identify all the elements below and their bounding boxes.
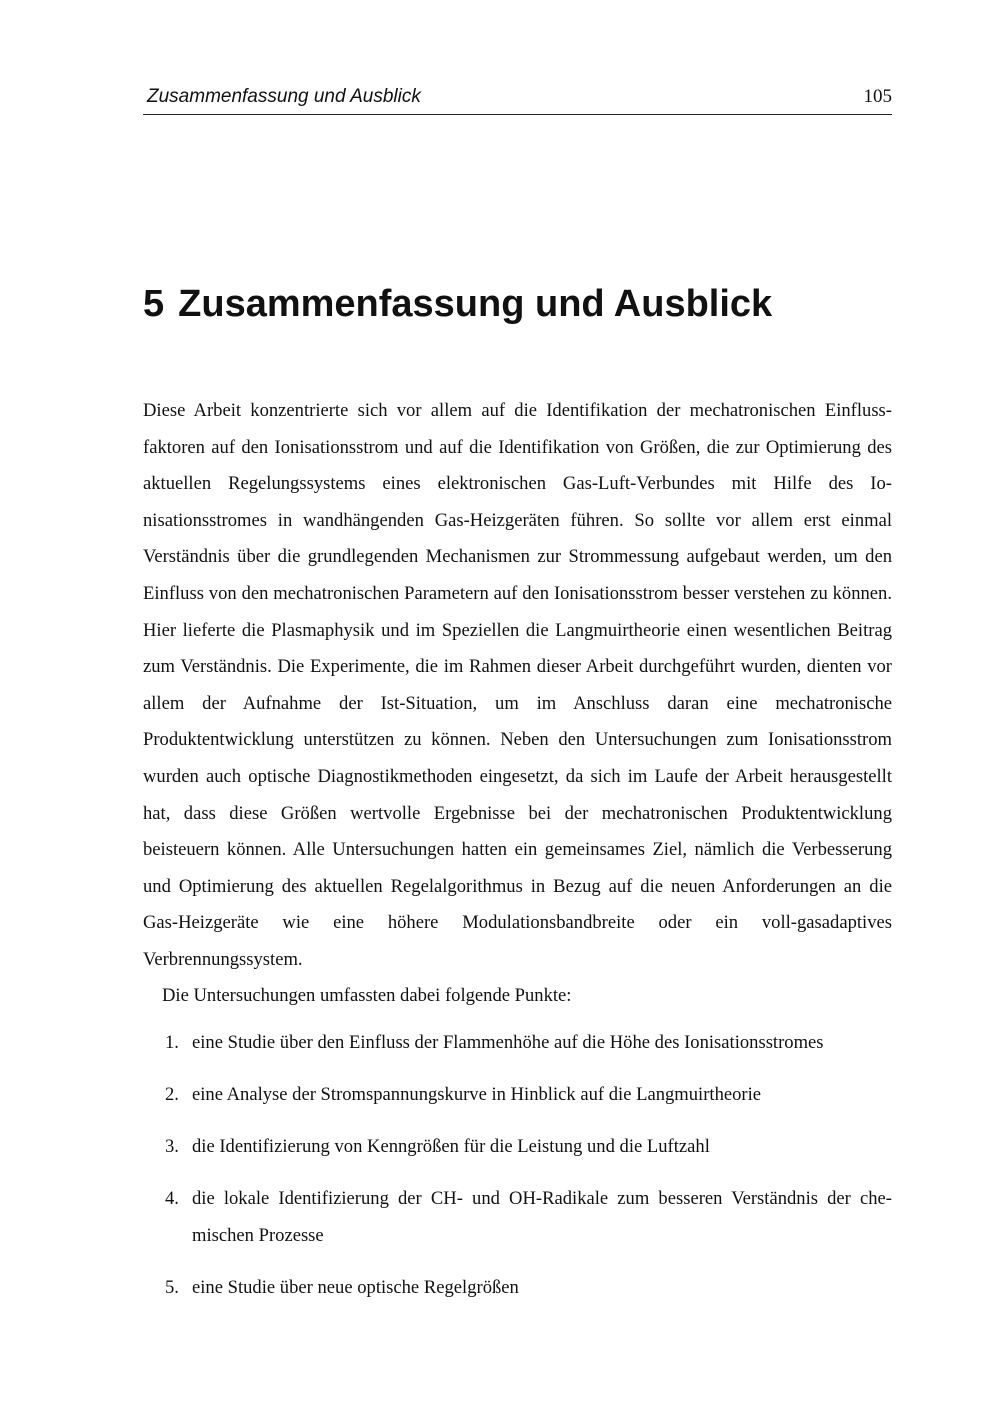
list-item-marker: 3. xyxy=(165,1135,179,1157)
list-item-text: die Identifizierung von Kenngrößen für die Leistung und die Luftzahl xyxy=(192,1135,710,1157)
list-item-text: die lokale Identifizierung der CH- und OH-Radikale zum besseren Verständnis der chemischen Prozesse xyxy=(192,1187,892,1246)
list-item-marker: 5. xyxy=(165,1276,179,1298)
page-number: 105 xyxy=(863,86,892,107)
enumerated-list xyxy=(143,1025,892,1306)
chapter-title: Zusammenfassung und Ausblick xyxy=(178,283,773,325)
running-header xyxy=(143,84,892,115)
body-paragraph: Diese Arbeit konzentrierte sich vor allem auf die Identifikation der mechatronischen Einflussfaktoren auf den Ionisationsstrom und auf die Identifikation von Größen, die zur Optimierung des aktuellen Regelungssystems eines elektronischen Gas-Luft-Verbundes mit Hilfe des Ionisationsstromes in wandhängenden Gas-Heizgeräten führen. So sollte vor allem erst einmal Verständnis über die grundlegenden Mechanismen zur Strommessung aufgebaut werden, um den Einfluss von den mechatronischen Parametern auf den Ionisationsstrom besser verstehen zu können. Hier lieferte die Plasmaphysik und im Speziellen die Langmuirtheorie einen wesentlichen Beitrag zum Verständnis. Die Experimente, die im Rahmen dieser Arbeit durchgeführt wurden, dienten vor allem der Aufnahme der Ist-Situation, um im Anschluss daran eine mechatronische Produktentwicklung unterstützen zu können. Neben den Untersuchungen zum Ionisationsstrom wurden auch optische Diagnostikmethoden eingesetzt, da sich im Laufe der Arbeit herausgestellt hat, dass diese Größen wertvolle Ergebnisse bei der mechatronischen Produktentwicklung beisteuern können. Alle Untersuchungen hatten ein gemeinsames Ziel, nämlich die Verbesserung und Optimierung des aktuellen Regelalgorithmus in Bezug auf die neuen Anforderungen an die Gas-Heizgeräte wie eine höhere Modulationsbandbreite oder ein voll-gasadaptives Verbrennungssystem. xyxy=(143,400,892,970)
running-header-title: Zusammenfassung und Ausblick xyxy=(147,86,421,107)
chapter-heading xyxy=(143,283,772,326)
list-item xyxy=(143,1181,892,1254)
list-item-text: eine Studie über den Einfluss der Flammenhöhe auf die Höhe des Ionisationsstromes xyxy=(192,1032,824,1053)
list-item-marker: 1. xyxy=(165,1032,179,1053)
list-item xyxy=(143,1077,892,1114)
list-intro: Die Untersuchungen umfassten dabei folgende Punkte: xyxy=(162,985,572,1006)
list-item-text: eine Studie über neue optische Regelgrößen xyxy=(192,1276,519,1298)
list-item-text: eine Analyse der Stromspannungskurve in Hinblick auf die Langmuirtheorie xyxy=(192,1083,762,1105)
list-item-marker: 2. xyxy=(165,1083,179,1105)
list-item xyxy=(143,1270,892,1307)
list-item xyxy=(143,1129,892,1166)
chapter-number: 5 xyxy=(143,283,165,325)
list-item-marker: 4. xyxy=(165,1187,179,1209)
list-item xyxy=(143,1025,892,1062)
